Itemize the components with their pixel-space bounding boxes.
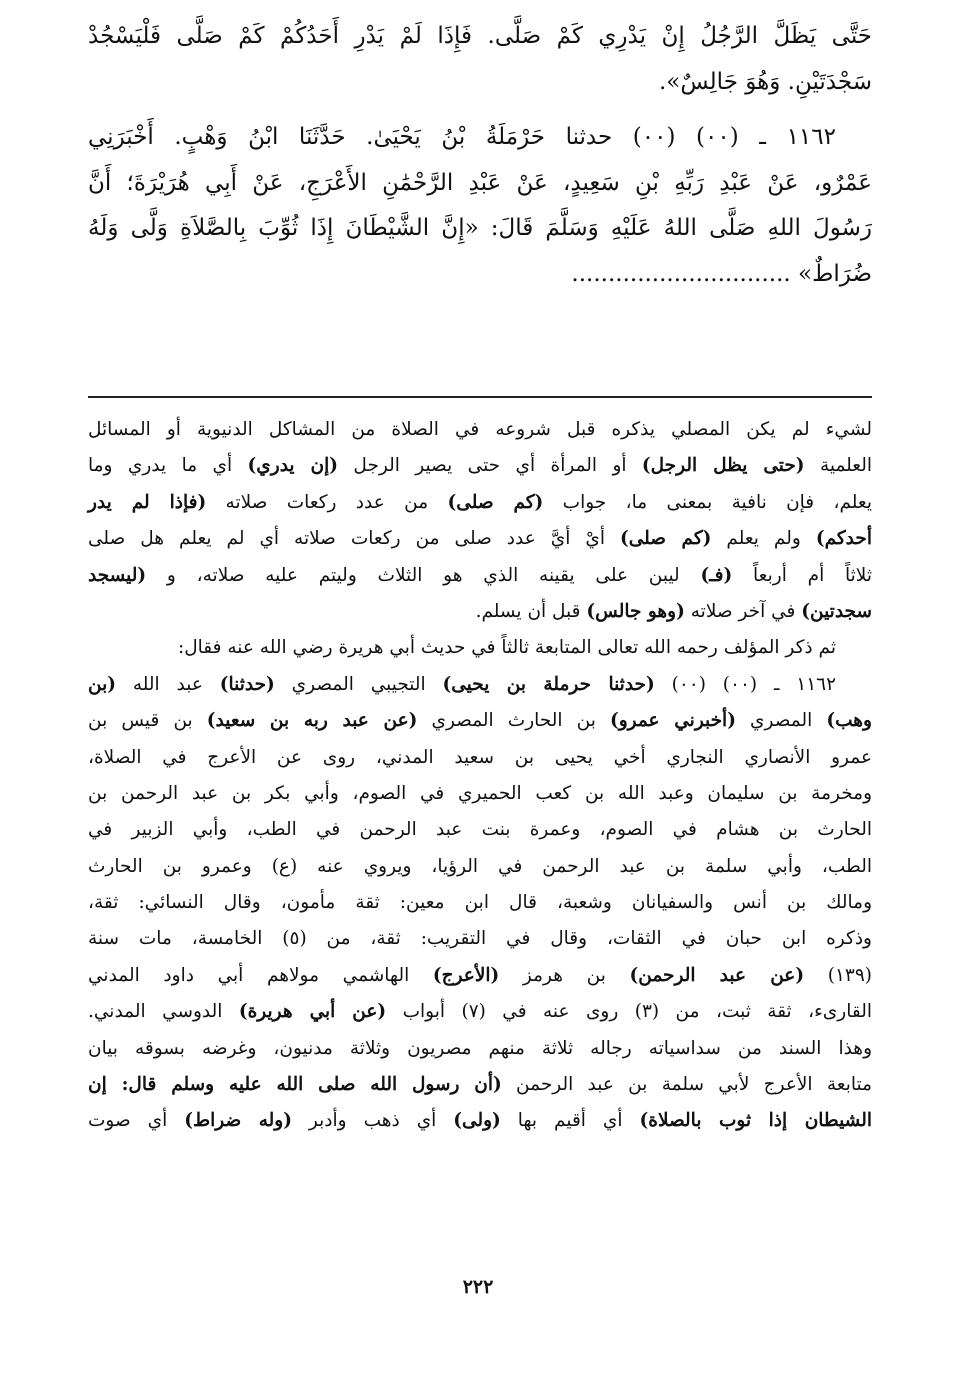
quoted-phrase: (حدثنا) (219, 673, 275, 695)
commentary-text (88, 412, 872, 1140)
paragraph-gap (88, 105, 872, 115)
text-segment: التجيبي المصري (274, 673, 443, 695)
quoted-phrase: (ولى) (453, 1110, 501, 1132)
quoted-phrase: (إن يدري) (247, 455, 339, 477)
quoted-phrase: (كم صلى) (620, 528, 712, 550)
text-segment: متابعة الأعرج لأبي سلمة بن عبد الرحمن (501, 1074, 872, 1096)
text-segment: لشيء لم يكن المصلي يذكره قبل شروعه في الصلاة من المشاكل الدنيوية أو المسائل (88, 419, 872, 440)
text-segment: ومخرمة بن سليمان وعبد الله بن كعب الحميري في الصوم، وأبي بكر بن عبد الرحمن بن (88, 782, 872, 804)
text-segment: رَسُولَ اللهِ صَلَّى اللهُ عَلَيْهِ وَسَلَّمَ قَالَ: «إِنَّ الشَّيْطَانَ إِذَا ثُوِّبَ بِالصَّلاَةِ وَلَّى وَلَهُ (88, 215, 872, 241)
quoted-phrase: (فإذا لم يدر (88, 491, 207, 513)
text-segment: عمرو الأنصاري النجاري أخي يحيى بن سعيد المدني، روى عن الأعرج في الصلاة، (88, 746, 872, 768)
text-line (88, 994, 872, 1030)
quoted-phrase: سجدتين) (801, 600, 872, 622)
text-segment: ولم يعلم (711, 528, 816, 550)
text-line (88, 812, 872, 848)
text-segment: قبل أن يسلم. (475, 600, 587, 622)
text-segment: بن الحارث المصري (417, 710, 610, 732)
text-line (88, 60, 872, 106)
text-segment: ١١٦٢ ـ (٠٠) (٠٠) (654, 673, 837, 695)
text-segment: ١١٦٢ ـ (٠٠) (٠٠) حدثنا حَرْمَلَةُ بْنُ يَحْيَىٰ. حَدَّثَنَا ابْنُ وَهْبٍ. أَخْبَرَنِي (88, 124, 836, 150)
text-segment: الحارث بن هشام في الصوم، وعمرة بنت عبد الرحمن في الطب، وأبي الزبير في (88, 819, 872, 841)
text-line (88, 594, 872, 630)
text-segment: حَتَّى يَظَلَّ الرَّجُلُ إِنْ يَدْرِي كَمْ صَلَّى. فَإِذَا لَمْ يَدْرِ أَحَدُكُمْ كَمْ صَلَّى فَلْيَسْجُدْ (88, 23, 872, 49)
text-segment: أيْ أيَّ عدد صلى من ركعات صلاته أي لم يعلم هل صلى (88, 528, 620, 550)
quoted-phrase: (الأعرج) (432, 964, 500, 986)
text-segment: أي صوت (88, 1110, 185, 1132)
text-line (88, 558, 872, 594)
text-segment: ضُرَاطٌ» .............................. (571, 260, 872, 287)
text-segment: المصري (735, 710, 827, 732)
text-line (88, 776, 872, 812)
text-line (88, 485, 872, 521)
footnote-divider (88, 396, 872, 398)
text-line (88, 161, 872, 207)
quoted-phrase: (حدثنا حرملة بن يحيى) (442, 673, 655, 695)
text-segment: بن قيس بن (88, 710, 207, 732)
quoted-phrase: (أن رسول الله صلى الله عليه وسلم قال: إن (88, 1074, 502, 1096)
text-line (88, 448, 872, 484)
text-segment: يعلم، فإن نافية بمعنى ما، جواب (543, 491, 872, 513)
text-segment: العلمية (804, 455, 872, 477)
text-segment: بن هرمز (499, 964, 630, 986)
text-line (88, 14, 872, 60)
text-segment: ومالك بن أنس والسفيانان وشعبة، قال ابن معين: ثقة مأمون، وقال النسائي: ثقة، (88, 892, 872, 914)
quoted-phrase: (أخبرني عمرو) (609, 710, 736, 732)
text-segment: القارىء، ثقة ثبت، من (٣) روى عنه في (٧) أبواب (386, 1001, 872, 1023)
text-segment: الطب، وأبي سلمة بن عبد الرحمن في الرؤيا، ويروي عنه (ع) وعمرو بن الحارث (88, 855, 872, 877)
text-segment: من عدد ركعات صلاته (206, 491, 448, 513)
text-segment: وهذا السند من سداسياته رجاله ثلاثة منهم مصريون وثلاثة مدنيون، وغرضه بسوقه بيان (88, 1037, 872, 1059)
text-line (88, 630, 872, 666)
text-segment: ثلاثاً أم أربعاً (732, 564, 872, 586)
text-line (88, 703, 872, 739)
text-line (88, 1031, 872, 1067)
quoted-phrase: (وله ضراط) (184, 1110, 292, 1132)
text-segment: ليبن على يقينه الذي هو الثلاث وليتم عليه صلاته، و (146, 564, 701, 586)
hadith-text (88, 14, 872, 297)
text-segment: الهاشمي مولاهم أبي داود المدني (88, 964, 433, 986)
quoted-phrase: الشيطان إذا ثوب بالصلاة) (639, 1110, 872, 1132)
text-line (88, 412, 872, 448)
text-segment: في آخر صلاته (684, 600, 802, 622)
text-segment: سَجْدَتَيْنِ. وَهُوَ جَالِسٌ». (658, 68, 872, 95)
quoted-phrase: (وهو جالس) (586, 600, 685, 622)
quoted-phrase: (حتى يظل الرجل) (641, 455, 805, 477)
text-line (88, 885, 872, 921)
text-segment: عَمْرٌو، عَنْ عَبْدِ رَبِّهِ بْنِ سَعِيدٍ، عَنْ عَبْدِ الرَّحْمَٰنِ الأَعْرَجِ، عَنْ أَبِي هُرَيْرَةَ؛ أَنَّ (88, 169, 872, 196)
quoted-phrase: وهب) (826, 710, 872, 732)
quoted-phrase: (عن أبي هريرة) (238, 1001, 387, 1023)
quoted-phrase: (عن عبد الرحمن) (629, 964, 805, 986)
quoted-phrase: (بن (88, 673, 116, 695)
text-segment: الدوسي المدني. (88, 1001, 239, 1023)
quoted-phrase: أحدكم) (815, 528, 872, 550)
page-number: ٢٢٢ (462, 1276, 494, 1298)
quoted-phrase: (ليسجد (88, 564, 147, 586)
quoted-phrase: (فـ) (700, 564, 733, 586)
text-line (88, 252, 872, 298)
text-segment: وذكره ابن حبان في الثقات، وقال في التقريب: ثقة، من (٥) الخامسة، مات سنة (88, 928, 872, 950)
text-segment: أي ذهب وأدبر (291, 1110, 454, 1132)
text-segment: عبد الله (116, 673, 220, 695)
text-segment: أي ما يدري وما (88, 455, 248, 477)
text-line (88, 849, 872, 885)
text-line (88, 521, 872, 557)
text-line (88, 921, 872, 957)
text-line (88, 115, 872, 161)
text-line (88, 1067, 872, 1103)
text-segment: أي أقيم بها (500, 1110, 640, 1132)
text-line (88, 958, 872, 994)
text-line (88, 740, 872, 776)
text-line (88, 1103, 872, 1139)
text-segment: (١٣٩) (804, 964, 872, 986)
text-line (88, 206, 872, 252)
quoted-phrase: (كم صلى) (447, 491, 544, 513)
text-segment: ثم ذكر المؤلف رحمه الله تعالى المتابعة ثالثاً في حديث أبي هريرة رضي الله عنه فقال: (177, 637, 836, 659)
quoted-phrase: (عن عبد ربه بن سعيد) (206, 710, 418, 732)
text-line (88, 667, 872, 703)
text-segment: أو المرأة أي حتى يصير الرجل (338, 455, 642, 477)
